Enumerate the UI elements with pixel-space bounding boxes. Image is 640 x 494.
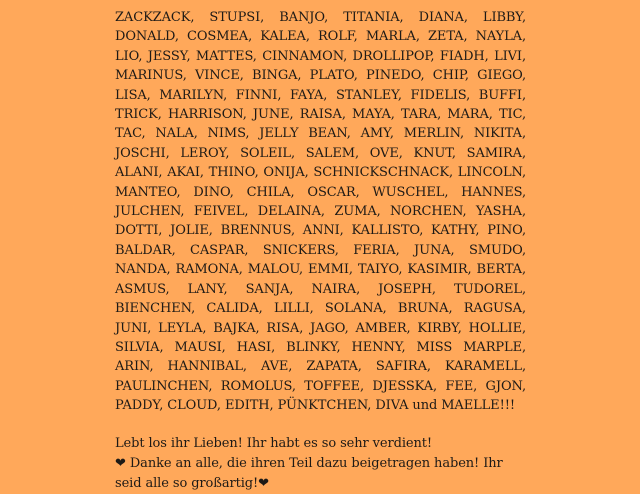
heart-icon: ❤ bbox=[258, 475, 269, 491]
heart-icon: ❤ bbox=[115, 455, 126, 471]
paragraph-spacer bbox=[115, 416, 526, 434]
thanks-message bbox=[115, 454, 526, 494]
names-list-ending: PÜNKTCHEN, DIVA und MAELLE!!! bbox=[277, 398, 515, 414]
thanks-text: Danke an alle, die ihren Teil dazu beigetragen haben! Ihr seid alle so großartig! bbox=[115, 455, 503, 491]
content-column bbox=[115, 8, 526, 494]
names-list: ZACKZACK, STUPSI, BANJO, TITANIA, DIANA, LIBBY, DONALD, COSMEA, KALEA, ROLF, MARLA, ZETA, NAYLA, LIO, JESSY, MATTES, CINNAMON, DROLLIPOP, FIADH, LIVI, MARINUS, VINCE, BINGA, PLATO, PINEDO, CHIP, GIEGO, LISA, MARILYN, FINNI, FAYA, STANLEY, FIDELIS, BUFFI, TRICK, HARRISON, JUNE, RAISA, MAYA, TARA, MARA, TIC, TAC, NALA, NIMS, JELLY BEAN, AMY, MERLIN, NIKITA, JOSCHI, LEROY, SOLEIL, SALEM, OVE, KNUT, SAMIRA, ALANI, AKAI, THINO, ONIJA, SCHNICKSCHNACK, LINCOLN, MANTEO, DINO, CHILA, OSCAR, WUSCHEL, HANNES, JULCHEN, FEIVEL, DELAINA, ZUMA, NORCHEN, YASHA, DOTTI, JOLIE, BRENNUS, ANNI, KALLISTO, KATHY, PINO, BALDAR, CASPAR, SNICKERS, FERIA, JUNA, SMUDO, NANDA, RAMONA, MALOU, EMMI, TAIYO, KASIMIR, BERTA, ASMUS, LANY, SANJA, NAIRA, JOSEPH, TUDOREL, BIENCHEN, CALIDA, LILLI, SOLANA, BRUNA, RAGUSA, JUNI, LEYLA, BAJKA, RISA, JAGO, AMBER, KIRBY, HOLLIE, SILVIA, MAUSI, HASI, BLINKY, HENNY, MISS MARPLE, ARIN, HANNIBAL, AVE, ZAPATA, SAFIRA, KARAMELL, PAULINCHEN, ROMOLUS, TOFFEE, DJESSKA, FEE, GJON, PADDY, CLOUD, EDITH, bbox=[115, 10, 526, 414]
names-paragraph bbox=[115, 8, 526, 416]
farewell-message: Lebt los ihr Lieben! Ihr habt es so sehr verdient! bbox=[115, 435, 433, 451]
